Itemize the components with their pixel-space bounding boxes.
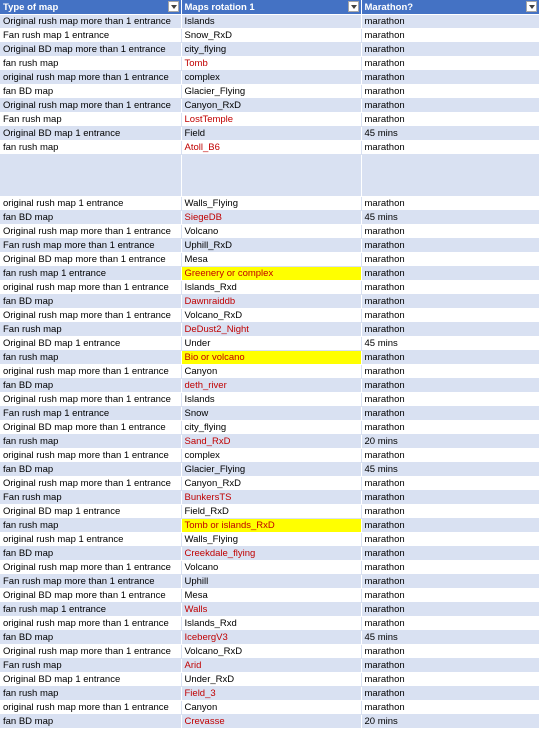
marathon-cell[interactable]: 20 mins	[361, 714, 539, 728]
table-row	[0, 14, 539, 28]
type-cell[interactable]: Original rush map more than 1 entrance	[0, 644, 181, 658]
marathon-cell[interactable]: marathon	[361, 322, 539, 336]
type-cell[interactable]: original rush map more than 1 entrance	[0, 70, 181, 84]
map-cell[interactable]: Islands	[181, 392, 361, 406]
type-cell[interactable]: Original rush map more than 1 entrance	[0, 14, 181, 28]
type-cell[interactable]	[0, 154, 181, 196]
column-header-maps-rotation[interactable]	[181, 0, 361, 14]
chevron-down-icon[interactable]	[348, 1, 359, 12]
map-cell[interactable]: complex	[181, 70, 361, 84]
type-cell[interactable]: fan rush map 1 entrance	[0, 266, 181, 280]
map-cell[interactable]: SiegeDB	[181, 210, 361, 224]
table-row	[0, 658, 539, 672]
marathon-cell[interactable]: marathon	[361, 98, 539, 112]
type-cell[interactable]: fan BD map	[0, 546, 181, 560]
type-cell[interactable]: original rush map 1 entrance	[0, 196, 181, 210]
map-cell[interactable]: DeDust2_Night	[181, 322, 361, 336]
marathon-cell[interactable]: marathon	[361, 308, 539, 322]
type-cell[interactable]: Original BD map more than 1 entrance	[0, 42, 181, 56]
table-row	[0, 280, 539, 294]
marathon-cell[interactable]: marathon	[361, 672, 539, 686]
marathon-cell[interactable]: marathon	[361, 70, 539, 84]
table-row	[0, 322, 539, 336]
map-cell[interactable]: Field	[181, 126, 361, 140]
map-cell[interactable]: Bio or volcano	[181, 350, 361, 364]
marathon-cell[interactable]: marathon	[361, 350, 539, 364]
map-cell[interactable]: complex	[181, 448, 361, 462]
table-row	[0, 700, 539, 714]
map-cell[interactable]: Glacier_Flying	[181, 462, 361, 476]
type-cell[interactable]: Fan rush map	[0, 658, 181, 672]
map-cell[interactable]: Volcano	[181, 560, 361, 574]
type-cell[interactable]: fan BD map	[0, 84, 181, 98]
map-cell[interactable]: Uphill_RxD	[181, 238, 361, 252]
table-row	[0, 434, 539, 448]
map-cell[interactable]: Canyon_RxD	[181, 476, 361, 490]
marathon-cell[interactable]: marathon	[361, 224, 539, 238]
table-row	[0, 532, 539, 546]
marathon-cell[interactable]: marathon	[361, 56, 539, 70]
marathon-cell[interactable]: marathon	[361, 280, 539, 294]
table-row	[0, 420, 539, 434]
type-cell[interactable]: Fan rush map	[0, 112, 181, 126]
marathon-cell[interactable]: marathon	[361, 140, 539, 154]
marathon-cell[interactable]: 20 mins	[361, 434, 539, 448]
type-cell[interactable]: Original BD map more than 1 entrance	[0, 252, 181, 266]
marathon-cell[interactable]: marathon	[361, 196, 539, 210]
map-cell[interactable]: Tomb or islands_RxD	[181, 518, 361, 532]
type-cell[interactable]: Original rush map more than 1 entrance	[0, 560, 181, 574]
marathon-cell[interactable]: marathon	[361, 616, 539, 630]
type-cell[interactable]: Original rush map more than 1 entrance	[0, 476, 181, 490]
type-cell[interactable]: Original rush map more than 1 entrance	[0, 308, 181, 322]
marathon-cell[interactable]: marathon	[361, 42, 539, 56]
map-cell[interactable]: Walls_Flying	[181, 196, 361, 210]
map-cell[interactable]: Crevasse	[181, 714, 361, 728]
table-row	[0, 686, 539, 700]
marathon-cell[interactable]: marathon	[361, 588, 539, 602]
table-row	[0, 616, 539, 630]
chevron-down-icon[interactable]	[168, 1, 179, 12]
marathon-cell[interactable]: marathon	[361, 504, 539, 518]
type-cell[interactable]: fan BD map	[0, 630, 181, 644]
marathon-cell[interactable]: marathon	[361, 28, 539, 42]
table-row	[0, 294, 539, 308]
table-row	[0, 238, 539, 252]
map-cell[interactable]: Canyon_RxD	[181, 98, 361, 112]
table-row	[0, 42, 539, 56]
type-cell[interactable]: Original BD map more than 1 entrance	[0, 420, 181, 434]
table-row	[0, 308, 539, 322]
table-row	[0, 476, 539, 490]
type-cell[interactable]: Original BD map 1 entrance	[0, 504, 181, 518]
map-cell[interactable]: Field_3	[181, 686, 361, 700]
table-row	[0, 644, 539, 658]
type-cell[interactable]: Original rush map more than 1 entrance	[0, 98, 181, 112]
type-cell[interactable]: Fan rush map	[0, 322, 181, 336]
type-cell[interactable]: fan rush map 1 entrance	[0, 602, 181, 616]
table-row	[0, 462, 539, 476]
map-cell[interactable]: Canyon	[181, 700, 361, 714]
type-cell[interactable]: fan rush map	[0, 518, 181, 532]
map-cell[interactable]: deth_river	[181, 378, 361, 392]
map-cell[interactable]: Volcano_RxD	[181, 308, 361, 322]
table-row	[0, 518, 539, 532]
marathon-cell[interactable]: marathon	[361, 406, 539, 420]
type-cell[interactable]: original rush map more than 1 entrance	[0, 364, 181, 378]
map-cell[interactable]: Under_RxD	[181, 672, 361, 686]
map-cell[interactable]: IcebergV3	[181, 630, 361, 644]
column-header-label: Type of map	[3, 1, 59, 13]
column-header-marathon[interactable]	[361, 0, 539, 14]
table-row	[0, 448, 539, 462]
table-row	[0, 560, 539, 574]
table-row	[0, 56, 539, 70]
column-header-label: Marathon?	[364, 1, 414, 13]
type-cell[interactable]: fan BD map	[0, 462, 181, 476]
type-cell[interactable]: Original rush map more than 1 entrance	[0, 224, 181, 238]
marathon-cell[interactable]: 45 mins	[361, 462, 539, 476]
type-cell[interactable]: fan BD map	[0, 210, 181, 224]
type-cell[interactable]: Fan rush map more than 1 entrance	[0, 238, 181, 252]
map-cell[interactable]: BunkersTS	[181, 490, 361, 504]
type-cell[interactable]: fan BD map	[0, 378, 181, 392]
column-header-type-of-map[interactable]	[0, 0, 181, 14]
table-body	[0, 14, 539, 728]
table-row	[0, 364, 539, 378]
marathon-cell[interactable]: marathon	[361, 364, 539, 378]
marathon-cell[interactable]: marathon	[361, 658, 539, 672]
map-cell[interactable]: Islands_Rxd	[181, 280, 361, 294]
type-cell[interactable]: fan BD map	[0, 714, 181, 728]
marathon-cell[interactable]: marathon	[361, 238, 539, 252]
type-cell[interactable]: original rush map more than 1 entrance	[0, 448, 181, 462]
table-row	[0, 630, 539, 644]
type-cell[interactable]: Fan rush map	[0, 490, 181, 504]
table-row	[0, 154, 539, 196]
table-row	[0, 224, 539, 238]
marathon-cell[interactable]: marathon	[361, 490, 539, 504]
map-cell[interactable]: city_flying	[181, 420, 361, 434]
marathon-cell[interactable]: 45 mins	[361, 336, 539, 350]
chevron-down-icon[interactable]	[526, 1, 537, 12]
table-row	[0, 672, 539, 686]
type-cell[interactable]: Original BD map 1 entrance	[0, 336, 181, 350]
map-cell[interactable]: Uphill	[181, 574, 361, 588]
map-cell[interactable]: Snow	[181, 406, 361, 420]
type-cell[interactable]: original rush map more than 1 entrance	[0, 616, 181, 630]
marathon-cell[interactable]	[361, 154, 539, 196]
table-row	[0, 140, 539, 154]
marathon-cell[interactable]: marathon	[361, 686, 539, 700]
marathon-cell[interactable]: marathon	[361, 518, 539, 532]
map-cell[interactable]: Tomb	[181, 56, 361, 70]
table-row	[0, 196, 539, 210]
column-header-label: Maps rotation 1	[184, 1, 255, 13]
marathon-cell[interactable]: marathon	[361, 560, 539, 574]
type-cell[interactable]: Original BD map 1 entrance	[0, 126, 181, 140]
marathon-cell[interactable]: marathon	[361, 476, 539, 490]
table-row	[0, 98, 539, 112]
table-row	[0, 504, 539, 518]
type-cell[interactable]: fan rush map	[0, 140, 181, 154]
marathon-cell[interactable]: 45 mins	[361, 126, 539, 140]
map-cell[interactable]: Greenery or complex	[181, 266, 361, 280]
map-cell[interactable]: Volcano	[181, 224, 361, 238]
type-cell[interactable]: original rush map more than 1 entrance	[0, 700, 181, 714]
map-cell[interactable]: Glacier_Flying	[181, 84, 361, 98]
table-row	[0, 574, 539, 588]
table-row	[0, 588, 539, 602]
marathon-cell[interactable]: 45 mins	[361, 630, 539, 644]
map-cell[interactable]: Under	[181, 336, 361, 350]
map-cell[interactable]: Volcano_RxD	[181, 644, 361, 658]
map-cell[interactable]: Islands	[181, 14, 361, 28]
type-cell[interactable]: Fan rush map more than 1 entrance	[0, 574, 181, 588]
map-cell[interactable]: Dawnraiddb	[181, 294, 361, 308]
table-row	[0, 602, 539, 616]
type-cell[interactable]: fan BD map	[0, 294, 181, 308]
map-cell[interactable]: Arid	[181, 658, 361, 672]
map-cell[interactable]: Sand_RxD	[181, 434, 361, 448]
type-cell[interactable]: fan rush map	[0, 56, 181, 70]
table-row	[0, 546, 539, 560]
marathon-cell[interactable]: marathon	[361, 378, 539, 392]
table-row	[0, 392, 539, 406]
map-cell[interactable]: Creekdale_flying	[181, 546, 361, 560]
map-cell[interactable]: Field_RxD	[181, 504, 361, 518]
table-row	[0, 84, 539, 98]
type-cell[interactable]: original rush map more than 1 entrance	[0, 280, 181, 294]
marathon-cell[interactable]: marathon	[361, 14, 539, 28]
table-row	[0, 350, 539, 364]
marathon-cell[interactable]: marathon	[361, 84, 539, 98]
marathon-cell[interactable]: marathon	[361, 546, 539, 560]
type-cell[interactable]: fan rush map	[0, 686, 181, 700]
marathon-cell[interactable]: 45 mins	[361, 210, 539, 224]
map-cell[interactable]: Canyon	[181, 364, 361, 378]
table-row	[0, 210, 539, 224]
map-cell[interactable]: Atoll_B6	[181, 140, 361, 154]
map-cell[interactable]: Islands_Rxd	[181, 616, 361, 630]
map-cell[interactable]: Snow_RxD	[181, 28, 361, 42]
table-row	[0, 406, 539, 420]
table-row	[0, 714, 539, 728]
marathon-cell[interactable]: marathon	[361, 294, 539, 308]
table-row	[0, 70, 539, 84]
map-cell[interactable]: Walls	[181, 602, 361, 616]
type-cell[interactable]: Fan rush map 1 entrance	[0, 406, 181, 420]
marathon-cell[interactable]: marathon	[361, 420, 539, 434]
type-cell[interactable]: Fan rush map 1 entrance	[0, 28, 181, 42]
table-row	[0, 112, 539, 126]
map-cell[interactable]: Walls_Flying	[181, 532, 361, 546]
marathon-cell[interactable]: marathon	[361, 392, 539, 406]
marathon-cell[interactable]: marathon	[361, 602, 539, 616]
marathon-cell[interactable]: marathon	[361, 700, 539, 714]
map-cell[interactable]: Mesa	[181, 252, 361, 266]
table-row	[0, 252, 539, 266]
type-cell[interactable]: Original BD map more than 1 entrance	[0, 588, 181, 602]
map-cell[interactable]: LostTemple	[181, 112, 361, 126]
type-cell[interactable]: original rush map 1 entrance	[0, 532, 181, 546]
marathon-cell[interactable]: marathon	[361, 252, 539, 266]
type-cell[interactable]: Original BD map 1 entrance	[0, 672, 181, 686]
table-row	[0, 336, 539, 350]
map-cell[interactable]: Mesa	[181, 588, 361, 602]
marathon-cell[interactable]: marathon	[361, 644, 539, 658]
table-row	[0, 126, 539, 140]
marathon-cell[interactable]: marathon	[361, 448, 539, 462]
type-cell[interactable]: fan rush map	[0, 434, 181, 448]
table-row	[0, 28, 539, 42]
table-row	[0, 266, 539, 280]
table-row	[0, 490, 539, 504]
header-row	[0, 0, 539, 14]
marathon-cell[interactable]: marathon	[361, 574, 539, 588]
marathon-cell[interactable]: marathon	[361, 112, 539, 126]
map-cell[interactable]: city_flying	[181, 42, 361, 56]
type-cell[interactable]: fan rush map	[0, 350, 181, 364]
marathon-cell[interactable]: marathon	[361, 532, 539, 546]
marathon-cell[interactable]: marathon	[361, 266, 539, 280]
table-row	[0, 378, 539, 392]
type-cell[interactable]: Original rush map more than 1 entrance	[0, 392, 181, 406]
map-cell[interactable]	[181, 154, 361, 196]
